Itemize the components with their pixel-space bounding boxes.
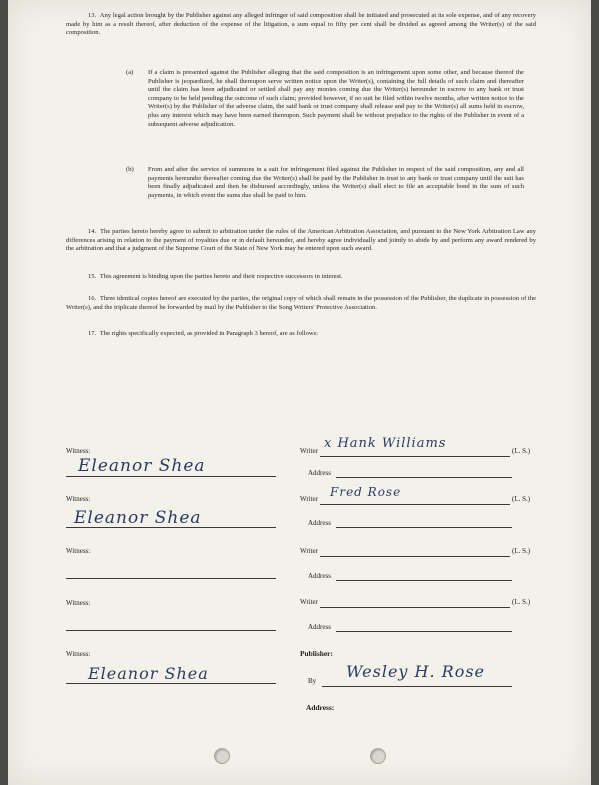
paragraph-15-number: 15. bbox=[88, 273, 97, 280]
paragraph-17-text: The rights specifically expected, as provided in Paragraph 3 hereof, are as follows: bbox=[99, 330, 319, 337]
writer-label-4: Writer bbox=[300, 598, 318, 606]
paragraph-15 bbox=[66, 273, 536, 282]
writer-line-2 bbox=[320, 504, 510, 505]
witness-label-5: Witness: bbox=[66, 650, 91, 658]
subparagraph-b-text: From and after the service of summons in a suit for infringement filed against the Publisher in respect of the said composition, any and all payments hereunder thereafter coming due the Writer(s) shall be paid by the Publisher in trust to any bank or trust company until the suit has been finally adjudicated and then be disbursed accordingly, unless the Writer(s) shall elect to file an acceptable bond in the sum of such payments, in which event the sums due shall be paid to him. bbox=[148, 166, 524, 199]
paragraph-14-text: The parties hereto hereby agree to submit to arbitration under the rules of the American Arbitration Association, and pursuant to the New York Arbitration Law any differences arising in relation to the payment of royalties due or in default hereunder, and hereby agree individually and jointly to abide by and perform any award rendered by the arbitration and that a judgment of the Supreme Court of the State of New York may be entered upon such award. bbox=[66, 228, 536, 253]
address-line-1 bbox=[336, 477, 512, 478]
paragraph-16-number: 16. bbox=[88, 295, 97, 302]
address-label-3: Address bbox=[308, 572, 331, 580]
paragraph-15-text: This agreement is binding upon the parties hereto and their respective successors in interest. bbox=[99, 273, 343, 280]
writer-line-4 bbox=[320, 607, 510, 608]
paragraph-16 bbox=[66, 295, 536, 312]
paragraph-14 bbox=[66, 228, 536, 254]
by-label: By bbox=[308, 677, 317, 685]
punch-hole-right bbox=[370, 748, 386, 764]
paragraph-13 bbox=[66, 12, 536, 38]
ls-label-2: (L. S.) bbox=[512, 495, 531, 503]
publisher-label: Publisher: bbox=[300, 649, 333, 658]
witness-1-signature: Eleanor Shea bbox=[78, 456, 206, 476]
witness-line-3 bbox=[66, 578, 276, 579]
address-label-2: Address bbox=[308, 519, 331, 527]
ls-label-4: (L. S.) bbox=[512, 598, 531, 606]
ls-label-3: (L. S.) bbox=[512, 547, 531, 555]
bleed-through-text bbox=[118, 330, 478, 750]
writer-label-2: Writer bbox=[300, 495, 318, 503]
publisher-signature: Wesley H. Rose bbox=[346, 662, 486, 681]
writer-label-3: Writer bbox=[300, 547, 318, 555]
subparagraph-b-label: (b) bbox=[126, 166, 134, 173]
writer-line-1 bbox=[320, 456, 510, 457]
witness-label-4: Witness: bbox=[66, 599, 91, 607]
ls-label-1: (L. S.) bbox=[512, 447, 531, 455]
address-label-1: Address bbox=[308, 469, 331, 477]
witness-label-1: Witness: bbox=[66, 447, 91, 455]
witness-label-3: Witness: bbox=[66, 547, 91, 555]
writer-1-signature: x Hank Williams bbox=[324, 436, 447, 451]
paragraph-13-number: 13. bbox=[88, 12, 97, 19]
address-line-2 bbox=[336, 527, 512, 528]
writer-label-1: Writer bbox=[300, 447, 318, 455]
paragraph-14-number: 14. bbox=[88, 228, 97, 235]
subparagraph-a-label: (a) bbox=[126, 69, 134, 76]
writer-2-signature: Fred Rose bbox=[330, 485, 402, 499]
publisher-by-line bbox=[322, 686, 512, 687]
punch-hole-left bbox=[214, 748, 230, 764]
witness-line-5 bbox=[66, 683, 276, 684]
witness-line-4 bbox=[66, 630, 276, 631]
subparagraph-a-text: If a claim is presented against the Publisher alleging that the said composition is an infringement upon some other, and because thereof the Publisher is jeopardized, he shall thereupon serve written notice upon the Writer(s), containing the full details of such claim and thereafter until the claim has been adjudicated or settled shall pay any monies coming due the Writer(s) hereunder in escrow to any bank or trust company to be held pending the outcome of such claim; provided however, if no suit be filed within twelve months, after written notice to the Writer(s) by the Publisher of the adverse claim, the said bank or trust company shall release and pay to the Writer(s) all sums held in escrow, plus any interest which may have been earned thereupon. Such payment shall be without prejudice to the rights of the Publisher in event of a subsequent adverse adjudication. bbox=[148, 69, 524, 128]
witness-line-2 bbox=[66, 527, 276, 528]
address-label-4: Address bbox=[308, 623, 331, 631]
publisher-address-label: Address: bbox=[306, 703, 335, 712]
paragraph-16-text: Three identical copies hereof are executed by the parties, the original copy of which shall remain in the possession of the Publisher, the duplicate in possession of the Writer(s), and the triplicate thereof be forwarded by mail by the Publisher to the Song Writers' Protective Association. bbox=[66, 295, 537, 311]
contract-page bbox=[8, 0, 591, 785]
witness-2-signature: Eleanor Shea bbox=[74, 508, 202, 528]
address-line-4 bbox=[336, 631, 512, 632]
address-line-3 bbox=[336, 580, 512, 581]
paragraph-17-number: 17. bbox=[88, 330, 97, 337]
witness-5-signature: Eleanor Shea bbox=[88, 664, 209, 683]
witness-line-1 bbox=[66, 476, 276, 477]
paragraph-13-text: Any legal action brought by the Publisher against any alleged infringer of said composition shall be initiated and prosecuted at its sole expense, and of any recovery made by him as a result thereof, after deduction of the expense of the litigation, a sum equal to fifty per cent shall be divided as agreed among the Writer(s) of the said composition. bbox=[66, 12, 536, 37]
writer-line-3 bbox=[320, 556, 510, 557]
witness-label-2: Witness: bbox=[66, 495, 91, 503]
paragraph-17 bbox=[66, 330, 536, 339]
